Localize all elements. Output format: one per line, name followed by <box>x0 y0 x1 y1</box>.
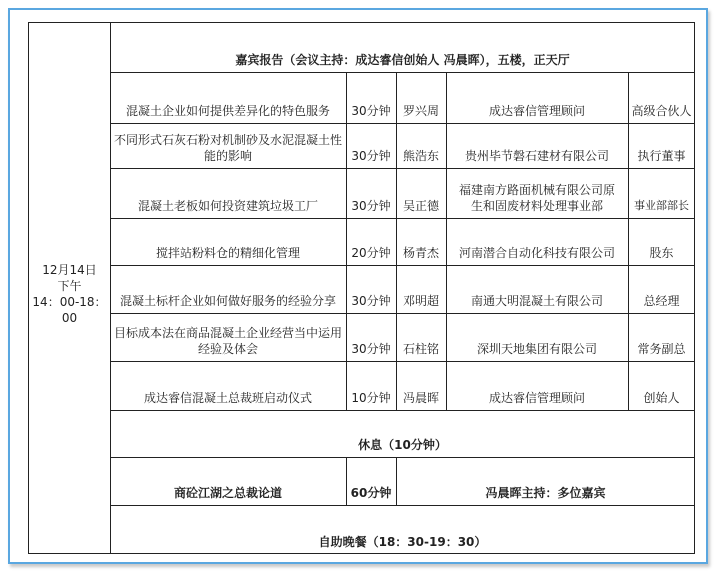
session-role: 创始人 <box>643 391 680 405</box>
session-role: 总经理 <box>643 294 680 308</box>
session-company: 深圳天地集团有限公司 <box>476 342 597 356</box>
session-speaker: 罗兴周 <box>402 104 439 118</box>
date-block <box>28 262 111 326</box>
session-topic: 目标成本法在商品混凝土企业经营当中运用经验及体会 <box>114 326 343 356</box>
period-text: 下午 <box>57 279 82 293</box>
date-text: 12月14日 <box>42 263 97 277</box>
forum-duration: 60分钟 <box>350 486 392 500</box>
session-role: 执行董事 <box>637 149 686 163</box>
session-speaker: 吴正德 <box>402 199 439 213</box>
session-role: 常务副总 <box>637 342 686 356</box>
session-duration: 10分钟 <box>351 391 391 405</box>
session-topic: 混凝土老板如何投资建筑垃圾工厂 <box>137 199 318 213</box>
session-role: 股东 <box>649 246 674 260</box>
session-role: 事业部部长 <box>634 199 689 212</box>
session-duration: 30分钟 <box>351 342 391 356</box>
session-duration: 30分钟 <box>351 149 391 163</box>
session-topic: 成达睿信混凝土总裁班启动仪式 <box>143 391 312 405</box>
session-role: 高级合伙人 <box>631 104 692 118</box>
forum-topic: 商砼江湖之总裁论道 <box>173 486 282 500</box>
session-speaker: 冯晨晖 <box>402 391 439 405</box>
session-company: 福建南方路面机械有限公司原生和固废材料处理事业部 <box>458 183 615 213</box>
time-text: 14：00-18：00 <box>32 295 107 325</box>
section-title: 嘉宾报告（会议主持：成达睿信创始人 冯晨晖），五楼，正天厅 <box>235 53 570 67</box>
session-duration: 30分钟 <box>351 104 391 118</box>
session-duration: 20分钟 <box>351 246 391 260</box>
session-company: 河南潜合自动化科技有限公司 <box>458 246 615 260</box>
session-duration: 30分钟 <box>351 199 391 213</box>
session-speaker: 杨青杰 <box>402 246 439 260</box>
session-topic: 搅拌站粉料仓的精细化管理 <box>155 246 300 260</box>
session-company: 成达睿信管理顾问 <box>488 104 585 118</box>
session-company: 成达睿信管理顾问 <box>488 391 585 405</box>
break-label: 休息（10分钟） <box>358 438 447 452</box>
session-speaker: 熊浩东 <box>402 149 439 163</box>
session-company: 贵州毕节磐石建材有限公司 <box>464 149 609 163</box>
session-speaker: 石柱铭 <box>402 342 439 356</box>
dinner-label: 自助晚餐（18：30-19：30） <box>318 535 487 549</box>
session-duration: 30分钟 <box>351 294 391 308</box>
session-speaker: 邓明超 <box>402 294 439 308</box>
forum-host: 冯晨晖主持：多位嘉宾 <box>485 486 606 500</box>
session-topic: 不同形式石灰石粉对机制砂及水泥混凝土性能的影响 <box>114 133 343 163</box>
session-topic: 混凝土企业如何提供差异化的特色服务 <box>125 104 330 118</box>
session-topic: 混凝土标杆企业如何做好服务的经验分享 <box>119 294 336 308</box>
session-company: 南通大明混凝土有限公司 <box>470 294 603 308</box>
